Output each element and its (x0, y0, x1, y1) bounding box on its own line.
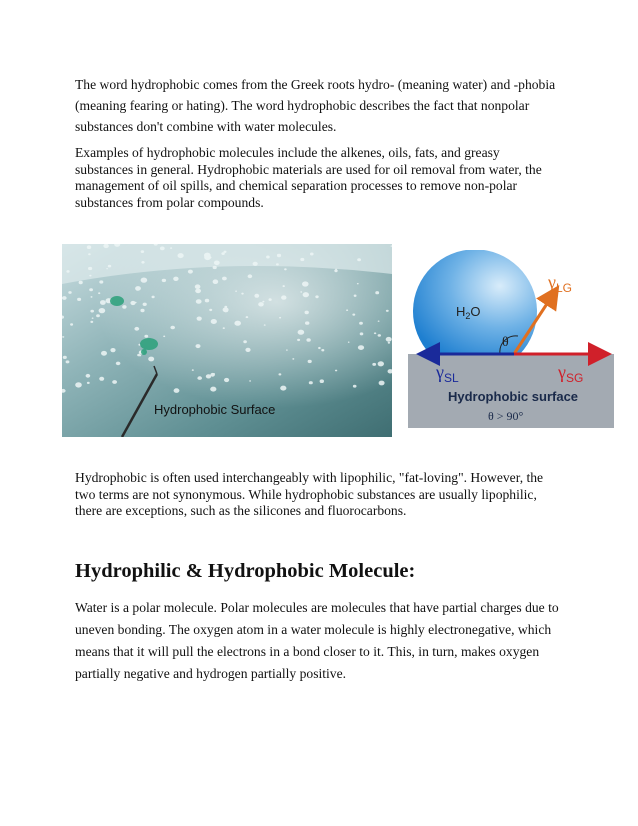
water-droplet (214, 261, 220, 266)
water-droplet (140, 309, 144, 312)
water-droplet (116, 362, 121, 366)
water-droplet (346, 309, 348, 311)
water-droplet (209, 309, 212, 311)
water-droplet (106, 268, 108, 269)
water-droplet (63, 356, 67, 359)
water-droplet (243, 340, 247, 343)
water-droplet (122, 305, 126, 309)
water-droplet (357, 283, 359, 284)
water-droplet (222, 277, 227, 281)
water-droplet (309, 381, 313, 384)
water-droplet (321, 349, 324, 351)
water-droplet (88, 253, 91, 255)
water-droplet (315, 295, 318, 298)
water-droplet (297, 339, 300, 341)
water-droplet (283, 285, 285, 287)
water-droplet (249, 380, 251, 381)
water-droplet (262, 301, 264, 303)
water-droplet (211, 319, 217, 324)
water-droplet (374, 332, 376, 334)
water-droplet (286, 349, 288, 350)
water-droplet (152, 296, 155, 299)
water-droplet (224, 306, 227, 308)
water-droplet (178, 253, 184, 258)
water-droplet (224, 309, 228, 313)
water-droplet (386, 337, 392, 342)
water-droplet (357, 258, 361, 261)
water-droplet (379, 381, 385, 386)
water-droplet (197, 376, 202, 380)
water-droplet (174, 388, 180, 393)
water-droplet (281, 295, 286, 299)
water-droplet (173, 277, 178, 281)
water-droplet (284, 268, 287, 270)
water-droplet (195, 289, 201, 294)
water-droplet (62, 296, 67, 300)
water-droplet (224, 378, 229, 382)
water-droplet (197, 317, 202, 321)
gamma-lg-label: $\gamma_{LG}$ (548, 272, 572, 295)
water-droplet (210, 387, 216, 392)
water-droplet (160, 247, 165, 251)
water-droplet (318, 347, 321, 349)
water-droplet (192, 369, 194, 371)
hydrophobic-surface-photo (62, 244, 392, 437)
water-droplet (375, 291, 379, 294)
water-droplet (110, 348, 115, 352)
water-droplet (378, 321, 380, 322)
water-droplet (143, 303, 147, 306)
water-droplet (388, 342, 390, 344)
water-droplet (310, 253, 314, 256)
water-label: $H_2O$ (456, 304, 481, 321)
water-droplet (245, 348, 250, 352)
water-droplet (196, 344, 201, 348)
water-droplet (241, 293, 243, 295)
water-droplet (206, 374, 211, 378)
contact-angle-diagram (408, 250, 614, 428)
water-droplet (279, 373, 282, 375)
water-droplet (303, 292, 309, 297)
water-droplet (266, 256, 270, 259)
polar-molecule-paragraph: Water is a polar molecule. Polar molecules are molecules that have partial charges due to uneven bonding. The oxygen atom in a water molecule is highly electronegative, which means that it will pull the electrons in a bond closer to it. This, in turn, makes oxygen partially negative and hydrogen partially positive. (75, 600, 559, 681)
water-droplet (372, 363, 376, 366)
water-droplet (360, 332, 364, 335)
water-droplet (77, 298, 81, 301)
water-droplet (135, 302, 137, 303)
water-droplet (258, 302, 264, 306)
water-droplet (66, 270, 69, 273)
water-droplet (89, 288, 93, 291)
water-droplet (302, 281, 309, 286)
water-droplet (246, 316, 249, 318)
water-droplet (162, 279, 166, 282)
water-droplet (354, 295, 357, 297)
water-drop (413, 250, 537, 354)
water-droplet (253, 262, 258, 266)
water-droplet (148, 357, 154, 362)
water-droplet (66, 360, 70, 363)
water-droplet (204, 253, 211, 258)
water-droplet (359, 322, 363, 325)
water-droplet (141, 278, 148, 283)
water-droplet (205, 299, 209, 303)
water-droplet (136, 288, 140, 291)
water-droplet (99, 280, 103, 283)
water-droplet (99, 377, 104, 381)
water-droplet (88, 267, 92, 270)
water-droplet (130, 301, 135, 305)
water-droplet (234, 321, 241, 326)
water-droplet (298, 330, 305, 335)
water-droplet (213, 373, 215, 375)
water-droplet (254, 294, 259, 298)
water-droplet (75, 382, 82, 387)
water-droplet (90, 321, 93, 323)
water-droplet (141, 261, 144, 264)
water-droplet (269, 298, 272, 301)
water-droplet (277, 254, 281, 257)
water-droplet (98, 292, 100, 294)
intro-paragraph: The word hydrophobic comes from the Greek roots hydro- (meaning water) and -phobia (meaning fearing or hating). The word hydrophobic describes the fact that nonpolar substances don't combine with water molecules. (75, 77, 556, 134)
water-droplet (213, 279, 219, 284)
water-droplet (89, 275, 91, 277)
water-droplet (353, 385, 357, 388)
water-droplet (386, 310, 389, 312)
water-droplet (235, 291, 237, 292)
gamma-sg-label: $\gamma_{SG}$ (558, 362, 584, 385)
water-droplet (144, 335, 148, 338)
water-droplet (221, 252, 224, 255)
water-droplet (79, 281, 83, 284)
water-droplet (213, 266, 217, 269)
gamma-sl-label: $\gamma_{SL}$ (436, 362, 459, 385)
water-droplet (264, 324, 266, 325)
water-droplet (96, 314, 100, 317)
water-droplet (292, 358, 294, 360)
water-droplet (188, 270, 193, 274)
water-droplet (300, 291, 302, 292)
water-droplet (300, 258, 304, 261)
water-droplet (99, 308, 106, 313)
water-droplet (334, 269, 337, 272)
theta-label: θ (502, 335, 509, 350)
water-droplet (62, 336, 64, 338)
water-droplet (170, 247, 172, 249)
water-droplet (70, 323, 73, 325)
water-droplet (100, 300, 106, 305)
water-droplet (306, 338, 310, 342)
water-droplet (248, 274, 253, 278)
water-droplet (68, 291, 71, 294)
water-droplet (141, 250, 144, 253)
water-droplet (195, 284, 201, 289)
water-droplet (163, 336, 165, 338)
water-droplet (352, 314, 355, 316)
surface-label: Hydrophobic surface (448, 389, 579, 404)
water-droplet (101, 351, 107, 356)
photo-caption: Hydrophobic Surface (154, 402, 276, 417)
water-droplet (196, 299, 202, 304)
water-droplet (112, 380, 117, 384)
water-droplet (87, 245, 91, 249)
angle-label: θ > 90° (488, 409, 524, 423)
section-heading: Hydrophilic & Hydrophobic Molecule: (75, 560, 416, 582)
water-droplet (335, 370, 337, 372)
water-droplet (378, 334, 381, 337)
water-droplet (308, 360, 312, 363)
water-droplet (92, 318, 94, 319)
water-droplet (134, 327, 139, 331)
water-droplet (223, 327, 225, 329)
water-droplet (320, 379, 324, 383)
lipophilic-paragraph: Hydrophobic is often used interchangeably with lipophilic, "fat-loving". However, the two terms are not synonymous. While hydrophobic substances are usually lipophilic, there are exceptions, such as the silicones and fluorocarbons. (75, 470, 544, 518)
water-droplet (305, 311, 309, 315)
water-droplet (108, 265, 111, 268)
water-droplet (91, 296, 93, 298)
water-droplet (86, 374, 91, 378)
examples-paragraph: Examples of hydrophobic molecules include the alkenes, oils, fats, and greasy substances in general. Hydrophobic materials are used for oil removal from water, the management of oil spills, and chemical separation processes to remove non-polar substances from polar compounds. (75, 145, 542, 210)
water-droplet (305, 321, 309, 324)
water-droplet (358, 345, 364, 350)
water-droplet (87, 382, 90, 384)
water-droplet (280, 386, 286, 391)
water-droplet (170, 326, 175, 330)
water-droplet (279, 317, 281, 319)
water-droplet (276, 263, 279, 265)
water-droplet (90, 310, 94, 313)
water-droplet (378, 361, 384, 366)
water-droplet (348, 342, 350, 343)
